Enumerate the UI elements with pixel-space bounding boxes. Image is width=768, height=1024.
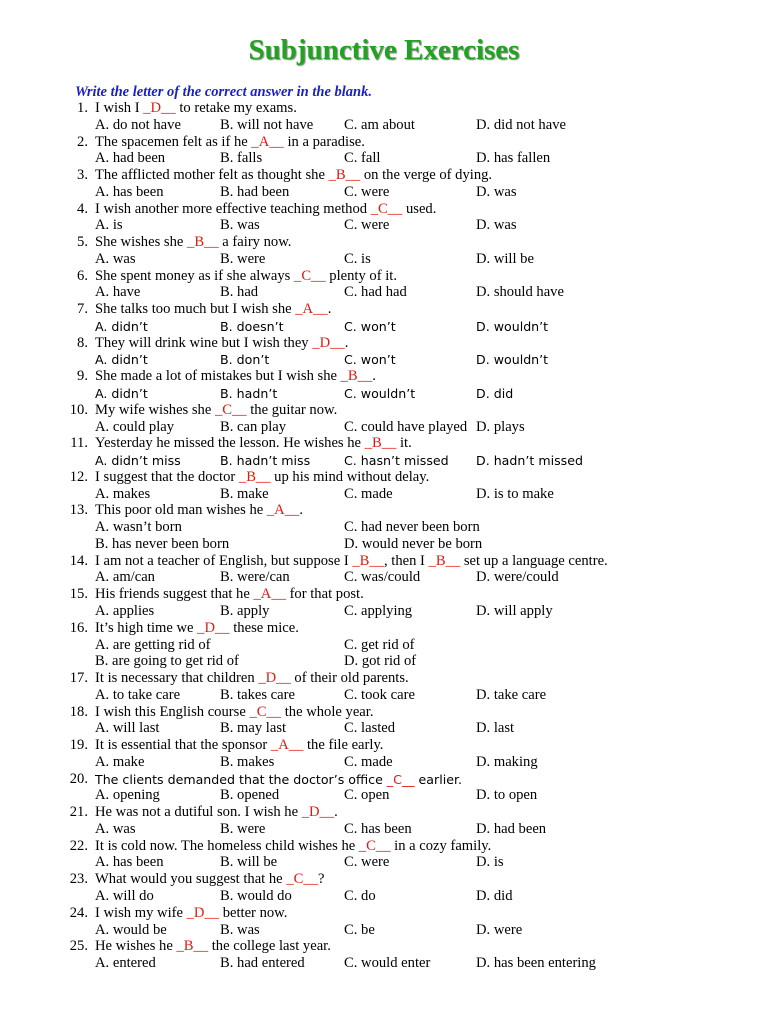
answer-option: D. making xyxy=(476,753,538,770)
question-number: 4. xyxy=(77,200,88,217)
answer-option: D. got rid of xyxy=(344,653,417,670)
answer-blank: _A__ xyxy=(251,133,284,150)
answer-blank: _D__ xyxy=(258,670,291,687)
answer-option: A. didn’t xyxy=(95,352,148,368)
answer-option: A. do not have xyxy=(95,116,181,133)
answer-option: A. are getting rid of xyxy=(95,636,211,653)
question-number: 11. xyxy=(70,435,88,452)
answer-option: C. hasn’t missed xyxy=(344,453,449,469)
question-text-part: I wish another more effective teaching method xyxy=(95,200,371,217)
answer-option: D. were/could xyxy=(476,569,559,586)
answer-option: D. plays xyxy=(476,418,525,435)
question-number: 22. xyxy=(69,837,88,854)
instruction-text: Write the letter of the correct answer in the blank. xyxy=(75,84,372,100)
answer-option: D. were xyxy=(476,921,523,938)
question-number: 16. xyxy=(69,619,88,636)
question-text-part: of their old parents. xyxy=(290,670,409,687)
answer-option: C. were xyxy=(344,854,390,871)
answer-blank: _B__ xyxy=(364,435,397,452)
answer-option: A. could play xyxy=(95,418,175,435)
options-row xyxy=(0,150,768,167)
answer-option: D. had been xyxy=(476,820,547,837)
answer-option: A. will last xyxy=(95,720,160,737)
question-row xyxy=(0,234,768,251)
options-row xyxy=(0,519,768,536)
question-number: 7. xyxy=(77,301,88,318)
answer-option: B. apply xyxy=(220,602,270,619)
answer-option: A. has been xyxy=(95,854,164,871)
answer-option: B. hadn’t xyxy=(220,386,278,402)
answer-option: A. opening xyxy=(95,787,160,804)
question-text-part: She made a lot of mistakes but I wish she xyxy=(95,368,341,385)
answer-option: C. made xyxy=(344,753,393,770)
question-text-part: . xyxy=(344,334,349,351)
answer-option: A. wasn’t born xyxy=(95,519,182,536)
answer-option: D. last xyxy=(476,720,515,737)
answer-option: A. am/can xyxy=(95,569,155,586)
question-text-part: I am not a teacher of English, but suppose I xyxy=(95,552,353,569)
answer-option: C. open xyxy=(344,787,390,804)
options-row xyxy=(0,217,768,234)
answer-option: B. had entered xyxy=(220,955,305,972)
answer-blank: _C__ xyxy=(294,267,326,284)
options-row xyxy=(0,888,768,905)
question-row xyxy=(0,134,768,151)
answer-option: B. takes care xyxy=(220,686,295,703)
answer-option: B. falls xyxy=(220,150,263,167)
answer-option: C. was/could xyxy=(344,569,421,586)
question-text-part: in a paradise. xyxy=(283,133,365,150)
question-text xyxy=(95,234,291,251)
answer-blank: _C__ xyxy=(358,837,391,854)
answer-option: A. make xyxy=(95,753,145,770)
question-text-part: My wife wishes she xyxy=(95,401,215,418)
answer-option: A. will do xyxy=(95,887,154,904)
question-list xyxy=(0,100,768,972)
question-text-part: a fairy now. xyxy=(218,234,292,251)
answer-option: D. take care xyxy=(476,686,547,703)
question-text-part: I wish my wife xyxy=(95,904,187,921)
options-row xyxy=(0,284,768,301)
answer-option: C. won’t xyxy=(344,352,396,368)
question-text-part: The afflicted mother felt as thought she xyxy=(95,167,329,184)
question-text-part: It is necessary that children xyxy=(95,670,259,687)
options-row xyxy=(0,184,768,201)
answer-option: C. do xyxy=(344,887,376,904)
answer-blank: _D__ xyxy=(143,100,176,116)
question-text-part: She spent money as if she always xyxy=(95,267,295,284)
question-row xyxy=(0,586,768,603)
answer-option: D. wouldn’t xyxy=(476,352,549,368)
answer-blank: _D__ xyxy=(301,804,335,821)
answer-option: C. am about xyxy=(344,116,415,133)
question-text-part: Yesterday he missed the lesson. He wishes he xyxy=(95,435,365,452)
question-text xyxy=(95,167,492,184)
answer-option: D. was xyxy=(476,183,517,200)
answer-option: D. wouldn’t xyxy=(476,318,549,334)
question-text-part: for that post. xyxy=(285,586,364,603)
question-row xyxy=(0,268,768,285)
answer-blank: _D__ xyxy=(312,334,345,351)
answer-option: D. should have xyxy=(476,284,564,301)
question-row xyxy=(0,553,768,570)
question-text-part: up his mind without delay. xyxy=(270,468,430,485)
question-number: 6. xyxy=(77,267,88,284)
question-text xyxy=(95,553,608,570)
question-row xyxy=(0,620,768,637)
question-number: 21. xyxy=(69,804,88,821)
answer-option: D. did xyxy=(476,386,514,402)
answer-option: A. had been xyxy=(95,150,166,167)
question-text-part: set up a language centre. xyxy=(460,552,608,569)
answer-option: A. makes xyxy=(95,485,151,502)
question-text-part: She wishes she xyxy=(95,234,188,251)
question-number: 15. xyxy=(69,586,88,603)
question-text xyxy=(95,368,376,385)
answer-option: B. will be xyxy=(220,854,278,871)
question-text-part: The clients demanded that the doctor’s office xyxy=(95,771,387,787)
options-row xyxy=(0,653,768,670)
question-text-part: He wishes he xyxy=(95,938,177,955)
question-row xyxy=(0,804,768,821)
question-number: 5. xyxy=(77,234,88,251)
answer-blank: _C__ xyxy=(249,703,282,720)
question-text-part: , then I xyxy=(383,552,429,569)
answer-option: B. were xyxy=(220,250,266,267)
options-row xyxy=(0,854,768,871)
question-row xyxy=(0,502,768,519)
question-text-part: better now. xyxy=(219,904,288,921)
question-text-part: used. xyxy=(402,200,437,217)
question-text xyxy=(95,301,331,318)
question-text xyxy=(95,502,303,519)
answer-option: C. has been xyxy=(344,820,412,837)
question-row xyxy=(0,737,768,754)
answer-blank: _B__ xyxy=(428,552,461,569)
answer-option: D. is xyxy=(476,854,504,871)
answer-option: C. applying xyxy=(344,602,413,619)
answer-option: B. don’t xyxy=(220,352,270,368)
answer-option: A. has been xyxy=(95,183,164,200)
options-row xyxy=(0,452,768,469)
question-row xyxy=(0,871,768,888)
answer-option: B. opened xyxy=(220,787,280,804)
question-text-part: It’s high time we xyxy=(95,619,198,636)
answer-blank: _C__ xyxy=(386,771,415,787)
question-number: 25. xyxy=(69,938,88,955)
answer-option: C. were xyxy=(344,183,390,200)
question-text xyxy=(95,201,436,218)
answer-option: D. to open xyxy=(476,787,538,804)
question-text xyxy=(95,335,348,352)
question-text-part: the whole year. xyxy=(281,703,374,720)
answer-option: A. entered xyxy=(95,955,156,972)
answer-blank: _C__ xyxy=(214,401,247,418)
answer-option: D. would never be born xyxy=(344,535,483,552)
question-text-part: I suggest that the doctor xyxy=(95,468,239,485)
options-row xyxy=(0,251,768,268)
question-number: 2. xyxy=(77,133,88,150)
answer-option: C. could have played xyxy=(344,418,468,435)
question-text-part: to retake my exams. xyxy=(175,100,297,116)
question-row xyxy=(0,704,768,721)
answer-option: A. is xyxy=(95,217,123,234)
question-text xyxy=(95,586,364,603)
question-text-part: She talks too much but I wish she xyxy=(95,301,296,318)
question-text xyxy=(95,100,297,117)
options-row xyxy=(0,637,768,654)
answer-blank: _A__ xyxy=(266,502,300,519)
options-row xyxy=(0,419,768,436)
question-text-part: the college last year. xyxy=(208,938,331,955)
question-text xyxy=(95,804,338,821)
answer-blank: _B__ xyxy=(176,938,209,955)
answer-option: A. was xyxy=(95,820,136,837)
answer-option: B. were/can xyxy=(220,569,290,586)
question-text-part: His friends suggest that he xyxy=(95,586,254,603)
answer-option: D. will be xyxy=(476,250,534,267)
answer-blank: _A__ xyxy=(295,301,328,318)
question-text xyxy=(95,469,429,486)
question-number: 14. xyxy=(69,552,88,569)
question-text xyxy=(95,938,331,955)
question-text xyxy=(95,838,491,855)
question-text-part: The spacemen felt as if he xyxy=(95,133,252,150)
options-row xyxy=(0,351,768,368)
question-number: 24. xyxy=(69,904,88,921)
question-text-part: earlier. xyxy=(414,771,462,787)
answer-blank: _D__ xyxy=(197,619,230,636)
question-number: 19. xyxy=(69,737,88,754)
question-text-part: He was not a dutiful son. I wish he xyxy=(95,804,302,821)
answer-option: C. get rid of xyxy=(344,636,415,653)
question-text-part: it. xyxy=(396,435,412,452)
answer-option: B. make xyxy=(220,485,269,502)
question-text-part: . xyxy=(327,301,332,318)
answer-option: B. was xyxy=(220,217,260,234)
answer-option: D. was xyxy=(476,217,517,234)
options-row xyxy=(0,955,768,972)
options-row xyxy=(0,603,768,620)
question-row xyxy=(0,100,768,117)
question-text xyxy=(95,670,409,687)
question-text-part: It is essential that the sponsor xyxy=(95,737,271,754)
answer-option: B. had been xyxy=(220,183,290,200)
options-row xyxy=(0,821,768,838)
answer-option: D. has fallen xyxy=(476,150,551,167)
answer-option: D. will apply xyxy=(476,602,553,619)
answer-blank: _B__ xyxy=(187,234,219,251)
answer-option: D. did xyxy=(476,887,513,904)
answer-option: B. had xyxy=(220,284,259,301)
question-row xyxy=(0,838,768,855)
question-text-part: the guitar now. xyxy=(246,401,338,418)
question-text-part: plenty of it. xyxy=(325,267,397,284)
options-row xyxy=(0,787,768,804)
answer-option: B. hadn’t miss xyxy=(220,453,311,469)
question-row xyxy=(0,402,768,419)
answer-option: B. would do xyxy=(220,887,292,904)
answer-option: D. hadn’t missed xyxy=(476,453,583,469)
answer-option: D. has been entering xyxy=(476,955,596,972)
answer-option: B. has never been born xyxy=(95,535,230,552)
question-row xyxy=(0,335,768,352)
answer-option: A. didn’t xyxy=(95,386,148,402)
answer-option: C. be xyxy=(344,921,375,938)
answer-option: C. lasted xyxy=(344,720,396,737)
question-text-part: It is cold now. The homeless child wishes he xyxy=(95,837,359,854)
question-row xyxy=(0,771,768,788)
question-text xyxy=(95,704,373,721)
question-row xyxy=(0,368,768,385)
answer-option: C. would enter xyxy=(344,955,431,972)
answer-blank: _C__ xyxy=(286,871,318,888)
question-number: 17. xyxy=(69,670,88,687)
question-text-part: I wish this English course xyxy=(95,703,250,720)
question-text xyxy=(95,268,397,285)
answer-option: C. took care xyxy=(344,686,415,703)
question-row xyxy=(0,167,768,184)
question-row xyxy=(0,670,768,687)
answer-option: C. were xyxy=(344,217,390,234)
answer-option: A. didn’t miss xyxy=(95,453,181,469)
answer-blank: _C__ xyxy=(370,200,403,217)
answer-blank: _B__ xyxy=(238,468,271,485)
answer-option: D. is to make xyxy=(476,485,554,502)
question-text-part: these mice. xyxy=(229,619,299,636)
answer-blank: _B__ xyxy=(352,552,384,569)
options-row xyxy=(0,922,768,939)
answer-option: B. were xyxy=(220,820,266,837)
answer-blank: _A__ xyxy=(270,737,304,754)
answer-option: C. had had xyxy=(344,284,407,301)
question-number: 10. xyxy=(69,401,88,418)
options-row xyxy=(0,486,768,503)
page-title: Subjunctive Exercises xyxy=(248,34,520,66)
answer-blank: _B__ xyxy=(340,368,373,385)
answer-option: C. made xyxy=(344,485,393,502)
question-text-part: ? xyxy=(317,871,325,888)
answer-option: C. fall xyxy=(344,150,381,167)
question-number: 8. xyxy=(77,334,88,351)
answer-blank: _D__ xyxy=(186,904,220,921)
answer-option: A. would be xyxy=(95,921,167,938)
question-text xyxy=(95,435,412,452)
question-row xyxy=(0,938,768,955)
answer-option: B. can play xyxy=(220,418,287,435)
answer-option: B. doesn’t xyxy=(220,318,284,334)
question-row xyxy=(0,301,768,318)
question-number: 3. xyxy=(77,167,88,184)
answer-option: A. to take care xyxy=(95,686,181,703)
question-row xyxy=(0,905,768,922)
question-text xyxy=(95,771,462,788)
answer-option: A. was xyxy=(95,250,136,267)
answer-option: A. applies xyxy=(95,602,155,619)
question-number: 1. xyxy=(77,100,88,116)
question-text-part: . xyxy=(299,502,303,519)
question-text xyxy=(95,905,287,922)
question-text-part: in a cozy family. xyxy=(390,837,492,854)
options-row xyxy=(0,385,768,402)
answer-option: A. have xyxy=(95,284,141,301)
answer-option: C. had never been born xyxy=(344,519,480,536)
question-text xyxy=(95,402,337,419)
answer-option: B. was xyxy=(220,921,260,938)
answer-option: B. makes xyxy=(220,753,275,770)
question-number: 20. xyxy=(69,770,88,787)
question-number: 23. xyxy=(69,871,88,888)
question-text xyxy=(95,620,299,637)
question-text-part: on the verge of dying. xyxy=(360,167,493,184)
question-text-part: I wish I xyxy=(95,100,144,116)
answer-blank: _B__ xyxy=(328,167,361,184)
options-row xyxy=(0,687,768,704)
question-row xyxy=(0,469,768,486)
answer-option: D. did not have xyxy=(476,116,566,133)
answer-option: A. didn’t xyxy=(95,318,148,334)
question-text xyxy=(95,871,324,888)
question-text-part: the file early. xyxy=(303,737,384,754)
question-text-part: They will drink wine but I wish they xyxy=(95,334,313,351)
options-row xyxy=(0,569,768,586)
answer-option: B. are going to get rid of xyxy=(95,653,239,670)
question-number: 13. xyxy=(69,502,88,519)
question-row xyxy=(0,435,768,452)
question-number: 18. xyxy=(69,703,88,720)
options-row xyxy=(0,720,768,737)
answer-blank: _A__ xyxy=(253,586,286,603)
question-number: 12. xyxy=(69,468,88,485)
options-row xyxy=(0,117,768,134)
question-text-part: . xyxy=(334,804,338,821)
question-text-part: . xyxy=(372,368,376,385)
answer-option: C. won’t xyxy=(344,318,396,334)
answer-option: B. will not have xyxy=(220,116,314,133)
answer-option: C. is xyxy=(344,250,371,267)
question-text xyxy=(95,134,365,151)
options-row xyxy=(0,318,768,335)
answer-option: C. wouldn’t xyxy=(344,386,416,402)
question-number: 9. xyxy=(77,368,88,385)
answer-option: B. may last xyxy=(220,720,287,737)
question-text-part: This poor old man wishes he xyxy=(95,502,267,519)
options-row xyxy=(0,754,768,771)
question-text-part: What would you suggest that he xyxy=(95,871,287,888)
question-text xyxy=(95,737,383,754)
question-row xyxy=(0,201,768,218)
options-row xyxy=(0,536,768,553)
